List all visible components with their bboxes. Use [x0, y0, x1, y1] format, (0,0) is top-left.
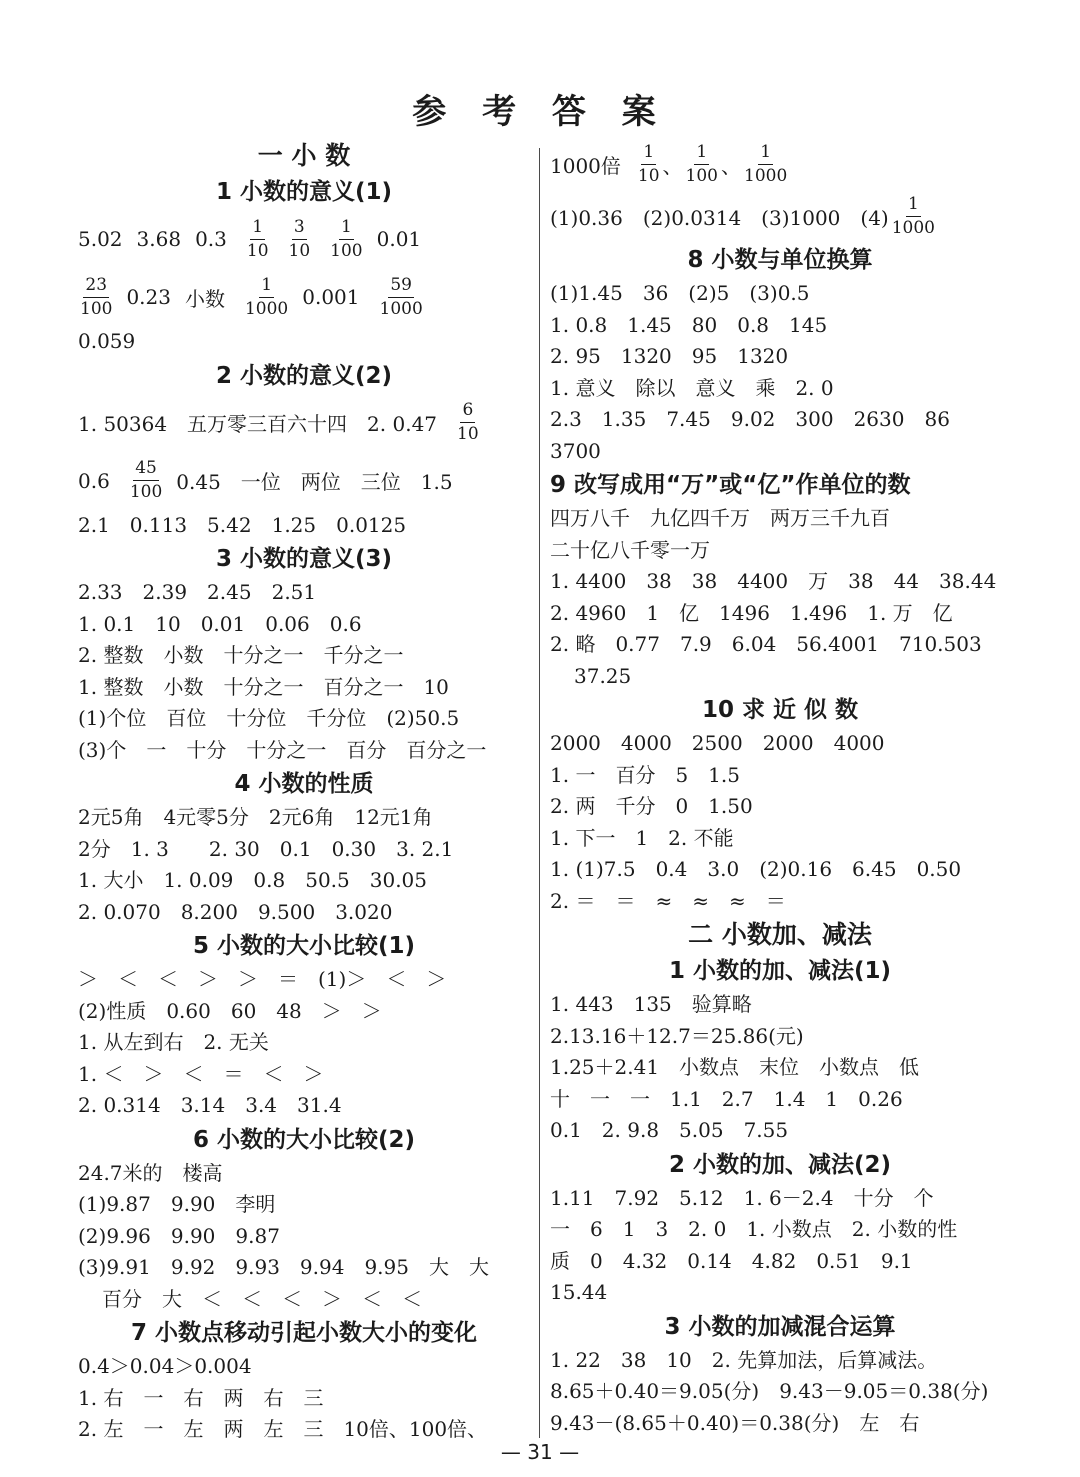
answer-text: 0.6: [78, 468, 110, 493]
answer-line: 2. 0.070 8.200 9.500 3.020: [78, 899, 393, 924]
answer-line: 1. 大小 1. 0.09 0.8 50.5 30.05: [78, 868, 428, 892]
answer-line: 1. 443 135 验算略: [550, 992, 752, 1016]
answer-line: 1. 整数 小数 十分之一 百分之一 10: [78, 674, 449, 699]
numerator: 3: [292, 218, 307, 240]
fraction: [78, 276, 114, 319]
separator: 、: [721, 153, 741, 178]
numerator: 1: [906, 195, 921, 217]
answer-line: 2. 95 1320 95 1320: [550, 344, 789, 368]
left-column: [78, 138, 530, 1446]
answer-line: 2. ＝ ＝ ≈ ≈ ≈ ＝: [550, 888, 786, 913]
answer-line: (3)9.91 9.92 9.93 9.94 9.95 大 大: [78, 1255, 489, 1279]
answer-line: 2000 4000 2500 2000 4000: [550, 731, 885, 755]
answer-line: 2. 两 千分 0 1.50: [550, 794, 753, 818]
numerator: 1: [641, 143, 656, 165]
answer-line: 2.1 0.113 5.42 1.25 0.0125: [78, 512, 407, 537]
answer-line: 二十亿八千零一万: [550, 537, 710, 562]
answer-line: 15.44: [550, 1280, 608, 1304]
answer-line: (3)个 一 十分 十分之一 百分 百分之一: [78, 737, 487, 762]
numerator: 6: [460, 401, 475, 423]
answer-text: 0.3: [195, 227, 227, 251]
answer-text: 0.01: [376, 227, 422, 251]
answer-line: 37.25: [574, 663, 632, 688]
answer-line: 2.13.16＋12.7＝25.86(元): [550, 1023, 804, 1048]
answer-line: 一 6 1 3 2. 0 1. 小数点 2. 小数的性: [550, 1217, 958, 1241]
section-title: 2 小数的意义(2): [215, 362, 393, 389]
fraction: [243, 276, 290, 319]
fraction: [128, 459, 164, 502]
denominator: 1000: [379, 298, 423, 319]
answer-line: 0.059: [78, 329, 136, 353]
answer-line: 2. 略 0.77 7.9 6.04 56.4001 710.503: [550, 632, 982, 656]
answer-line: (1)个位 百位 十分位 千分位 (2)50.5: [78, 706, 460, 730]
denominator: 10: [246, 240, 269, 261]
denominator: 100: [80, 298, 113, 319]
answer-line: 0.4＞0.04＞0.004: [78, 1354, 252, 1378]
answer-text: 5.02: [78, 227, 123, 251]
page-title: 参 考 答 案: [412, 92, 668, 132]
section-title: 9 改写成用“万”或“亿”作单位的数: [550, 472, 911, 498]
answer-line: 2. 左 一 左 两 左 三 10倍、100倍、: [78, 1417, 488, 1441]
section-title: 4 小数的性质: [234, 771, 374, 797]
section-title: 3 小数的意义(3): [215, 546, 393, 572]
answer-line: [550, 138, 1010, 190]
answer-text: 0.23: [126, 285, 171, 309]
denominator: 1000: [744, 165, 788, 186]
answer-line: 2分 1. 3 2. 30 0.1 0.30 3. 2.1: [78, 836, 454, 861]
answer-line: 1. ＜ ＞ ＜ ＝ ＜ ＞: [78, 1061, 324, 1086]
numerator: 1: [250, 218, 265, 240]
answer-line: 1. 0.1 10 0.01 0.06 0.6: [78, 611, 362, 636]
section-title: 7 小数点移动引起小数大小的变化: [130, 1320, 477, 1346]
answer-line: 8.65＋0.40＝9.05(分) 9.43－9.05＝0.38(分): [550, 1379, 989, 1403]
answer-line: 3700: [550, 438, 601, 463]
section-title: 5 小数的大小比较(1): [192, 933, 416, 959]
section-title: 1 小数的加、减法(1): [668, 958, 892, 984]
denominator: 1000: [891, 217, 935, 238]
chapter-title: 二 小数加、减法: [688, 920, 872, 949]
answer-line: 2. 0.314 3.14 3.4 31.4: [78, 1093, 342, 1117]
answer-text: 0.001: [302, 285, 360, 309]
section-title: 3 小数的加减混合运算: [664, 1313, 896, 1340]
answer-line: 质 0 4.32 0.14 4.82 0.51 9.1: [550, 1248, 913, 1273]
numerator: 45: [133, 459, 159, 481]
fraction: [742, 143, 789, 186]
answer-text: 小数: [184, 286, 225, 311]
denominator: 1000: [244, 298, 289, 319]
answer-line: 2.33 2.39 2.45 2.51: [78, 580, 317, 604]
answer-line: ＞ ＜ ＜ ＞ ＞ ＝ (1)＞ ＜ ＞: [78, 967, 447, 991]
answer-line: 十 一 一 1.1 2.7 1.4 1 0.26: [550, 1086, 903, 1111]
denominator: 10: [637, 165, 660, 186]
answer-line: 1.11 7.92 5.12 1. 6－2.4 十分 个: [550, 1185, 934, 1210]
answer-line: (1)9.87 9.90 李明: [78, 1192, 276, 1216]
answer-line: 1.25＋2.41 小数点 末位 小数点 低: [550, 1055, 920, 1079]
numerator: 23: [83, 276, 109, 298]
right-column: [550, 138, 1010, 1439]
answer-line: 1. 右 一 右 两 右 三: [78, 1385, 324, 1410]
answer-line: 9.43－(8.65＋0.40)＝0.38(分) 左 右: [550, 1410, 920, 1435]
separator: 、: [662, 153, 683, 178]
fraction: [245, 218, 271, 261]
section-title: 2 小数的加、减法(2): [668, 1151, 892, 1178]
answer-line: (2)9.96 9.90 9.87: [78, 1223, 280, 1248]
numerator: 59: [388, 276, 414, 298]
section-title: 1 小数的意义(1): [215, 179, 393, 205]
page-number: — 31 —: [500, 1440, 580, 1464]
answer-line: [78, 452, 530, 510]
answer-line: [78, 268, 530, 326]
fraction: [636, 143, 662, 186]
answer-line: 0.1 2. 9.8 5.05 7.55: [550, 1118, 789, 1142]
chapter-title: 一 小 数: [257, 141, 351, 170]
answer-line: 1. 22 38 10 2. 先算加法，后算减法。: [550, 1347, 938, 1372]
denominator: 100: [129, 482, 163, 502]
column-divider: [539, 148, 540, 1438]
answer-text: 3.68: [136, 227, 182, 251]
answer-text: 1000倍: [550, 153, 621, 178]
fraction: [378, 276, 425, 319]
answer-line: 百分 大 ＜ ＜ ＜ ＞ ＜ ＜: [102, 1286, 422, 1311]
answer-line: 2.3 1.35 7.45 9.02 300 2630 86: [550, 407, 950, 431]
numerator: 1: [259, 276, 274, 298]
answer-line: 1. 0.8 1.45 80 0.8 145: [550, 312, 828, 337]
answer-line: 24.7米的 楼高: [78, 1160, 223, 1185]
answer-line: 1. 下一 1 2. 不能: [550, 825, 734, 850]
answer-line: (2)性质 0.60 60 48 ＞ ＞: [78, 998, 382, 1023]
answer-line: 1. 意义 除以 意义 乘 2. 0: [550, 375, 834, 400]
numerator: 1: [758, 143, 773, 165]
denominator: 100: [330, 240, 363, 261]
section-title: 6 小数的大小比较(2): [192, 1126, 416, 1153]
answer-line: 1. 从左到右 2. 无关: [78, 1030, 269, 1054]
answer-line: 1. 一 百分 5 1.5: [550, 762, 740, 787]
answer-line: 2. 整数 小数 十分之一 千分之一: [78, 643, 404, 667]
fraction: [684, 143, 720, 186]
answer-line: [78, 394, 530, 452]
answer-line: 1. 4400 38 38 4400 万 38 44 38.44: [550, 569, 997, 593]
answer-text: 0.45 一位 两位 三位 1.5: [176, 470, 453, 494]
section-title: 10 求 近 似 数: [701, 697, 859, 723]
answer-line: 1. (1)7.5 0.4 3.0 (2)0.16 6.45 0.50: [550, 857, 962, 881]
answer-line: 2元5角 4元零5分 2元6角 12元1角: [78, 805, 433, 829]
answer-line: [550, 190, 1010, 242]
answer-line: (1)1.45 36 (2)5 (3)0.5: [550, 281, 810, 305]
fraction: [328, 218, 364, 261]
answer-line: 2. 4960 1 亿 1496 1.496 1. 万 亿: [550, 600, 953, 625]
fraction: [287, 218, 313, 261]
answer-text: (1)0.36 (2)0.0314 (3)1000 (4): [550, 205, 889, 230]
denominator: 100: [685, 165, 718, 186]
numerator: 1: [694, 143, 709, 165]
denominator: 10: [457, 424, 479, 444]
answer-text: 1. 50364 五万零三百六十四 2. 0.47: [78, 412, 438, 436]
denominator: 10: [288, 240, 311, 261]
fraction: [455, 401, 481, 444]
fraction: [890, 195, 937, 238]
answer-line: 四万八千 九亿四千万 两万三千九百: [550, 506, 890, 530]
section-title: 8 小数与单位换算: [687, 247, 873, 273]
answer-line: [78, 210, 530, 268]
numerator: 1: [339, 218, 354, 240]
